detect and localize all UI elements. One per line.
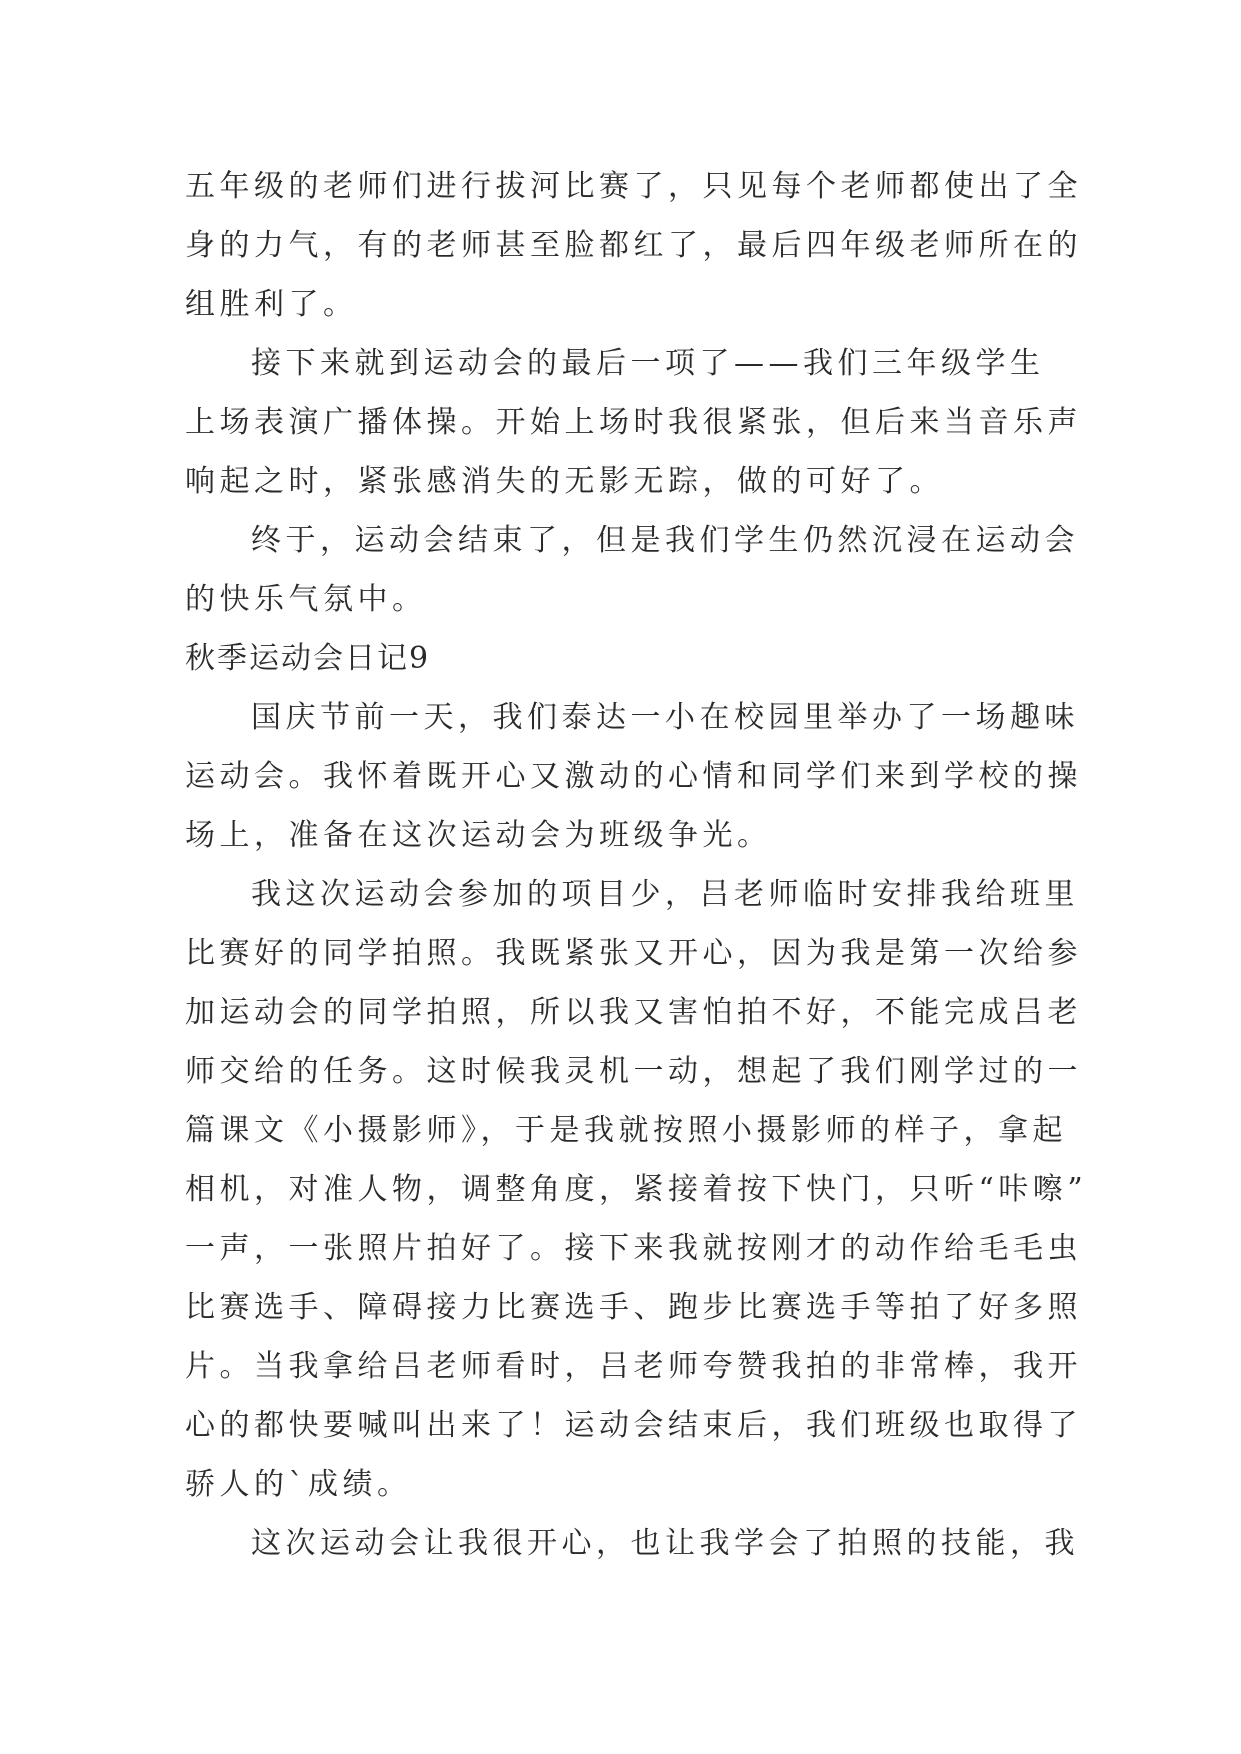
text-line: 响起之时，紧张感消失的无影无踪，做的可好了。	[185, 464, 944, 499]
text-line: 骄人的`成绩。	[185, 1467, 412, 1502]
text-line: 篇课文《小摄影师》，于是我就按照小摄影师的样子，拿起	[185, 1113, 1067, 1148]
text-line: 五年级的老师们进行拔河比赛了，只见每个老师都使出了全	[185, 169, 1082, 204]
text-line: 加运动会的同学拍照，所以我又害怕拍不好，不能完成吕老	[185, 995, 1082, 1030]
paragraph-meet-ends	[185, 511, 1079, 629]
text-line: 我这次运动会参加的项目少，吕老师临时安排我给班里	[251, 877, 1079, 912]
paragraph-photographer	[185, 865, 1088, 1514]
text-line: 场上，准备在这次运动会为班级争光。	[185, 818, 772, 853]
text-line: 比赛好的同学拍照。我既紧张又开心，因为我是第一次给参	[185, 936, 1082, 971]
text-line: 相机，对准人物，调整角度，紧接着按下快门，只听“咔嚓”	[185, 1172, 1088, 1207]
text-line: 片。当我拿给吕老师看时，吕老师夸赞我拍的非常棒，我开	[185, 1349, 1082, 1384]
paragraph-national-day	[185, 688, 1082, 865]
text-line: 运动会。我怀着既开心又激动的心情和同学们来到学校的操	[185, 759, 1082, 794]
text-line: 比赛选手、障碍接力比赛选手、跑步比赛选手等拍了好多照	[185, 1290, 1082, 1325]
text-line: 一声，一张照片拍好了。接下来我就按刚才的动作给毛毛虫	[185, 1231, 1082, 1266]
text-line: 国庆节前一天，我们泰达一小在校园里举办了一场趣味	[251, 700, 1079, 735]
text-line: 终于，运动会结束了，但是我们学生仍然沉浸在运动会	[251, 523, 1079, 558]
document-page	[185, 157, 1088, 1573]
paragraph-tug-of-war	[185, 157, 1082, 334]
text-line: 接下来就到运动会的最后一项了——我们三年级学生	[251, 346, 1045, 381]
text-line: 上场表演广播体操。开始上场时我很紧张，但后来当音乐声	[185, 405, 1082, 440]
section-heading: 秋季运动会日记9	[185, 641, 431, 676]
paragraph-broadcast-exercise	[185, 334, 1082, 511]
text-line: 这次运动会让我很开心，也让我学会了拍照的技能，我	[251, 1526, 1079, 1561]
text-line: 的快乐气氛中。	[185, 582, 427, 617]
text-line: 身的力气，有的老师甚至脸都红了，最后四年级老师所在的	[185, 228, 1082, 263]
paragraph-conclusion	[185, 1514, 1079, 1573]
text-line: 师交给的任务。这时候我灵机一动，想起了我们刚学过的一	[185, 1054, 1082, 1089]
text-line: 心的都快要喊叫出来了！运动会结束后，我们班级也取得了	[185, 1408, 1082, 1443]
text-line: 组胜利了。	[185, 287, 358, 322]
